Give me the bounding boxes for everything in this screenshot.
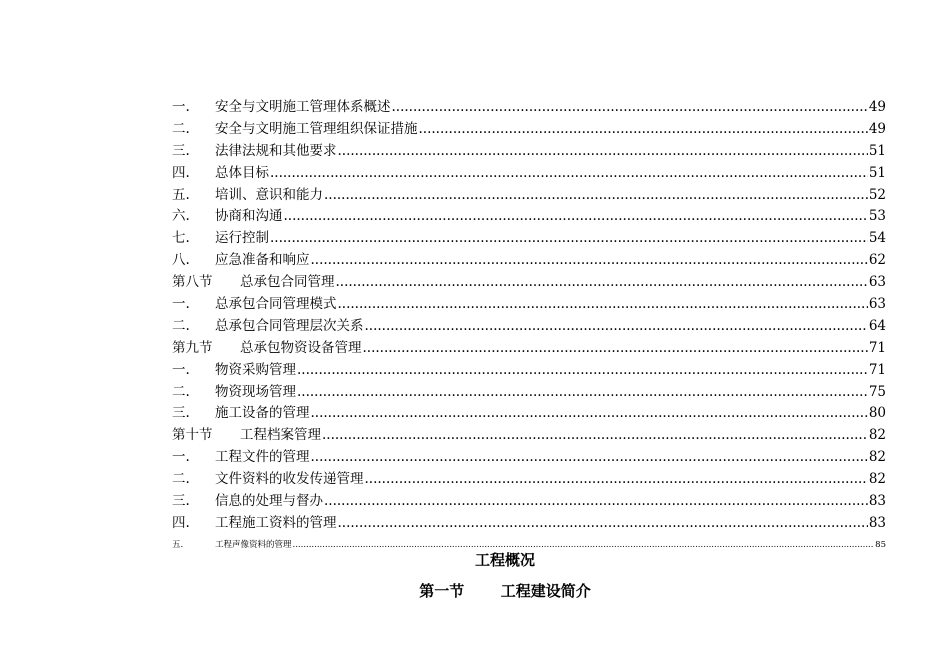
toc-entry-page: 71 xyxy=(868,339,886,356)
toc-entry-number: 六. xyxy=(172,208,190,225)
toc-entry-title: 工程施工资料的管理 xyxy=(215,514,337,531)
toc-entry-title: 文件资料的收发传递管理 xyxy=(215,471,364,488)
toc-leader-dots xyxy=(311,250,868,272)
toc-entry[interactable] xyxy=(172,316,886,338)
toc-entry-title: 工程文件的管理 xyxy=(215,449,310,466)
toc-entry-page: 82 xyxy=(868,449,886,466)
toc-entry-title: 运行控制 xyxy=(215,230,269,247)
toc-entry-page: 51 xyxy=(868,142,886,159)
toc-entry[interactable] xyxy=(172,141,886,163)
toc-entry-title: 总承包合同管理 xyxy=(240,274,335,291)
toc-entry[interactable] xyxy=(172,360,886,382)
toc-leader-dots xyxy=(324,491,868,513)
toc-entry-number: 一. xyxy=(172,296,190,313)
toc-leader-dots xyxy=(392,97,868,119)
toc-entry-number: 二. xyxy=(172,317,190,334)
toc-entry-page: 62 xyxy=(868,252,886,269)
toc-entry-title: 安全与文明施工管理组织保证措施 xyxy=(215,120,418,137)
toc-entry-page: 54 xyxy=(868,230,886,247)
toc-section-number: 第九节 xyxy=(172,339,213,356)
toc-leader-dots xyxy=(270,163,868,185)
toc-entry[interactable] xyxy=(172,513,886,535)
toc-section-entry[interactable] xyxy=(172,272,886,294)
toc-entry-number: 三. xyxy=(172,405,190,422)
section-heading-title: 工程建设简介 xyxy=(500,582,591,600)
toc-entry-title: 安全与文明施工管理体系概述 xyxy=(215,99,391,115)
toc-leader-dots xyxy=(419,119,868,141)
toc-leader-dots xyxy=(336,272,868,294)
toc-entry-page: 71 xyxy=(868,361,886,378)
toc-entry-page: 63 xyxy=(868,296,886,313)
toc-entry-page: 82 xyxy=(868,427,886,444)
toc-leader-dots xyxy=(324,185,868,207)
toc-leader-dots xyxy=(338,141,868,163)
toc-entry-page: 51 xyxy=(868,164,886,181)
toc-entry-title: 培训、意识和能力 xyxy=(215,186,323,203)
toc-entry-page: 49 xyxy=(868,120,886,137)
toc-entry-title: 信息的处理与督办 xyxy=(215,493,323,510)
toc-entry[interactable] xyxy=(172,382,886,404)
toc-entry-title: 总承包物资设备管理 xyxy=(240,339,362,356)
toc-entry-page: 49 xyxy=(868,99,886,115)
toc-leader-dots xyxy=(270,228,868,250)
toc-entry[interactable] xyxy=(172,228,886,250)
toc-entry-title: 总承包合同管理模式 xyxy=(215,296,337,313)
toc-entry-title: 协商和沟通 xyxy=(215,208,283,225)
toc-section-number: 第八节 xyxy=(172,274,213,291)
toc-leader-dots xyxy=(311,403,868,425)
toc-entry[interactable] xyxy=(172,491,886,513)
toc-entry-title: 法律法规和其他要求 xyxy=(215,142,337,159)
toc-leader-dots xyxy=(338,513,868,535)
section-heading xyxy=(0,580,950,601)
toc-entry[interactable] xyxy=(172,119,886,141)
toc-leader-dots xyxy=(311,447,868,469)
toc-entry-number: 一. xyxy=(172,449,190,466)
toc-entry-title: 总承包合同管理层次关系 xyxy=(215,317,364,334)
toc-entry-number: 七. xyxy=(172,230,190,247)
toc-entry[interactable] xyxy=(172,250,886,272)
toc-leader-dots xyxy=(284,206,868,228)
toc-entry-title: 总体目标 xyxy=(215,164,269,181)
toc-entry-number: 一. xyxy=(172,99,190,115)
toc-entry-page: 53 xyxy=(868,208,886,225)
toc-entry-title: 物资现场管理 xyxy=(215,383,296,400)
toc-entry-page: 82 xyxy=(868,471,886,488)
chapter-heading: 工程概况 xyxy=(474,551,535,569)
toc-entry[interactable] xyxy=(172,469,886,491)
toc-section-entry[interactable] xyxy=(172,425,886,447)
toc-leader-dots xyxy=(322,425,868,447)
toc-entry-number: 五. xyxy=(172,186,190,203)
toc-entry[interactable] xyxy=(172,447,886,469)
toc-leader-dots xyxy=(365,469,868,491)
toc-entry-number: 五. xyxy=(172,539,184,550)
toc-entry-page: 80 xyxy=(868,405,886,422)
toc-entry[interactable] xyxy=(172,97,886,119)
toc-section-number: 第十节 xyxy=(172,427,213,444)
toc-entry-page: 52 xyxy=(868,186,886,203)
toc-entry-number: 二. xyxy=(172,120,190,137)
toc-entry-number: 四. xyxy=(172,164,190,181)
toc-entry[interactable] xyxy=(172,403,886,425)
toc-entry-title: 应急准备和响应 xyxy=(215,252,310,269)
toc-entry-number: 三. xyxy=(172,493,190,510)
toc-entry-number: 八. xyxy=(172,252,190,269)
toc-entry-title: 工程声像资料的管理 xyxy=(215,539,292,550)
toc-entry[interactable] xyxy=(172,206,886,228)
toc-leader-dots xyxy=(297,360,868,382)
toc-entry-number: 二. xyxy=(172,383,190,400)
toc-entry-number: 一. xyxy=(172,361,190,378)
toc-leader-dots xyxy=(338,294,868,316)
toc-entry-page: 63 xyxy=(868,274,886,291)
toc-section-entry[interactable] xyxy=(172,338,886,360)
toc-leader-dots xyxy=(365,316,868,338)
toc-entry-page: 75 xyxy=(868,383,886,400)
toc-entry-page: 85 xyxy=(875,539,886,550)
toc-entry-page: 64 xyxy=(868,317,886,334)
toc-entry-number: 三. xyxy=(172,142,190,159)
toc-leader-dots xyxy=(363,338,868,360)
toc-entry-number: 四. xyxy=(172,514,190,531)
toc-entry-title: 施工设备的管理 xyxy=(215,405,310,422)
toc-entry-page: 83 xyxy=(868,493,886,510)
toc-leader-dots xyxy=(297,382,868,404)
table-of-contents xyxy=(172,97,886,555)
toc-entry-title: 工程档案管理 xyxy=(240,427,321,444)
toc-entry[interactable] xyxy=(172,163,886,185)
toc-entry[interactable] xyxy=(172,294,886,316)
toc-entry-page: 83 xyxy=(868,514,886,531)
toc-entry-number: 二. xyxy=(172,471,190,488)
toc-entry[interactable] xyxy=(172,185,886,207)
section-heading-number: 第一节 xyxy=(419,582,465,600)
toc-entry-title: 物资采购管理 xyxy=(215,361,296,378)
